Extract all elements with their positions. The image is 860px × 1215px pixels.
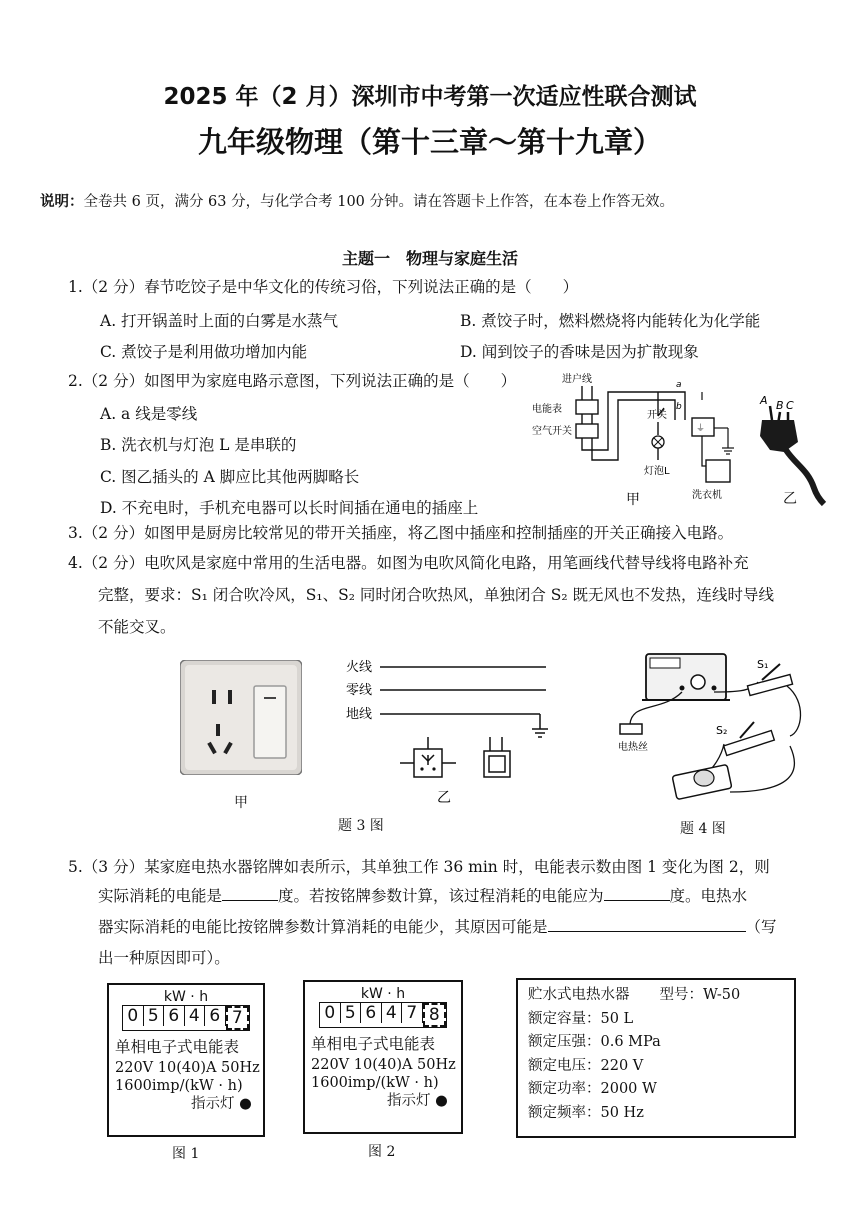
s2-label: S₂ [716,724,728,737]
fig-jia-label: 甲 [626,492,640,508]
fig-yi-label: 乙 [783,491,797,507]
meter1-digit-4: 4 [185,1006,206,1026]
exam-subtitle: 九年级物理（第十三章～第十九章） [197,125,662,159]
meter1-digit-5: 6 [205,1006,226,1026]
neutral-wire-label: 零线 [346,683,373,698]
q3-caption: 题 3 图 [338,818,384,834]
q5-line-2a: 实际消耗的电能是 [98,887,223,905]
heater-label: 电热丝 [618,742,648,753]
q5-line-2 [98,881,747,912]
q4-line-2: 完整，要求：S₁ 闭合吹冷风，S₁、S₂ 同时闭合吹热风，单独闭合 S₂ 既无风也不发热，连线时导线 [98,586,775,604]
incoming-line-label: 进户线 [562,374,592,385]
nameplate-row-pressure: 额定压强：0.6 MPa [528,1034,661,1050]
svg-text:⏚: ⏚ [696,424,706,434]
energy-meter-fig2 [303,980,463,1134]
switch-label: 开关 [647,410,667,421]
wiring-exercise-diagram [340,655,560,805]
exam-note [40,190,674,211]
meter2-digit-5: 7 [402,1003,423,1023]
ground-wire-label: 地线 [346,707,373,722]
kitchen-socket-photo [180,660,302,775]
meter1-indicator [191,1095,263,1113]
air-breaker-label: 空气开关 [532,426,572,437]
plug-body [760,420,798,452]
blank-reason[interactable] [548,915,746,932]
q3-fig-yi-label: 乙 [437,790,451,805]
meter2-light-label: 指示灯 [387,1093,431,1109]
q2-option-a: A. a 线是零线 [100,405,198,423]
q1-option-c: C. 煮饺子是利用做功增加内能 [100,343,308,361]
meter1-spec2: 1600imp/(kW · h) [115,1078,243,1094]
q1-option-b: B. 煮饺子时，燃料燃烧将内能转化为化学能 [460,312,761,330]
q5-line-3 [98,912,777,943]
meter2-digit-4: 4 [382,1003,403,1023]
meter1-digits [122,1005,250,1031]
q2-option-c: C. 图乙插头的 A 脚应比其他两脚略长 [100,468,360,486]
theme-heading: 主题一 物理与家庭生活 [341,249,518,268]
household-circuit-diagram [530,370,745,508]
q5-line-4: 出一种原因即可）。 [98,949,230,967]
meter2-caption: 图 2 [368,1144,396,1160]
q5-line-2b: 度。若按铭牌参数计算，该过程消耗的电能应为 [278,887,604,905]
hair-dryer-circuit-diagram [612,652,817,802]
q1-stem: 1.（2 分）春节吃饺子是中华文化的传统习俗，下列说法正确的是（ ） [68,278,579,296]
heating-wire-element [620,724,642,734]
nameplate-row-power: 额定功率：2000 W [528,1081,657,1097]
energy-meter-fig1 [107,983,265,1137]
meter2-spec1: 220V 10(40)A 50Hz [311,1057,456,1073]
wire-b-label: b [676,402,682,412]
nameplate-header [528,984,784,1008]
live-wire-label: 火线 [346,660,373,675]
q4-caption: 题 4 图 [680,821,726,837]
q4-line-1: 4.（2 分）电吹风是家庭中常用的生活电器。如图为电吹风简化电路，用笔画线代替导线将电路补充 [68,554,749,572]
q1-option-a: A. 打开锅盖时上面的白雾是水蒸气 [100,312,339,330]
indicator-light-icon: ● [435,1093,448,1109]
note-label: 说明： [40,193,84,210]
indicator-light-icon: ● [239,1096,252,1112]
washer-label: 洗衣机 [692,490,722,501]
q2-stem: 2.（2 分）如图甲为家庭电路示意图，下列说法正确的是（ ） [68,372,517,390]
q5-line-3b: （写 [745,918,777,936]
nameplate-title: 贮水式电热水器 [528,987,630,1003]
bulb-label: 灯泡L [644,466,670,477]
plug-pin-a-label: A [760,394,768,407]
meter2-name: 单相电子式电能表 [311,1035,436,1053]
switch-s2 [724,731,775,756]
nameplate-model: 型号：W-50 [659,987,741,1003]
meter2-digit-3: 6 [361,1003,382,1023]
plug-pin-c-label: C [786,399,794,412]
note-text: 全卷共 6 页，满分 63 分，与化学合考 100 分钟。请在答题卡上作答，在本卷上作答无效。 [83,194,675,210]
washing-machine-box [706,460,730,482]
nameplate-row-frequency: 额定频率：50 Hz [528,1104,644,1121]
meter1-caption: 图 1 [172,1146,200,1162]
water-heater-nameplate [516,978,796,1138]
wire-a-label: a [676,380,682,390]
q5-line-3a: 器实际消耗的电能比按铭牌参数计算消耗的电能少，其原因可能是 [98,918,548,936]
s1-label: S₁ [757,658,769,671]
meter2-unit: kW · h [360,986,406,1002]
nameplate-row-capacity: 额定容量：50 L [528,1010,634,1027]
meter2-digits [319,1002,447,1028]
meter2-digit-2: 5 [341,1003,362,1023]
meter1-spec1: 220V 10(40)A 50Hz [115,1060,260,1076]
meter1-digit-1: 0 [123,1006,144,1026]
q5-line-2c: 度。电热水 [669,887,748,905]
q2-option-b: B. 洗衣机与灯泡 L 是串联的 [100,436,297,454]
exam-title: 2025 年（2 月）深圳市中考第一次适应性联合测试 [163,84,697,110]
q3-stem: 3.（2 分）如图甲是厨房比较常见的带开关插座，将乙图中插座和控制插座的开关正确接入电路。 [68,524,734,542]
q2-option-d: D. 不充电时，手机充电器可以长时间插在通电的插座上 [100,499,479,517]
air-breaker-box [576,424,598,438]
q1-option-d: D. 闻到饺子的香味是因为扩散现象 [460,343,699,361]
energy-meter-label: 电能表 [532,404,562,415]
meter1-digit-6: 7 [226,1006,250,1030]
blank-actual-energy[interactable] [222,884,278,901]
meter1-digit-3: 6 [164,1006,185,1026]
meter1-digit-2: 5 [144,1006,165,1026]
meter1-light-label: 指示灯 [191,1096,235,1112]
nameplate-row-voltage: 额定电压：220 V [528,1057,644,1074]
plug-pin-b-label: B [776,399,784,412]
meter2-digit-6: 8 [423,1003,447,1027]
energy-meter-box [576,400,598,414]
meter1-unit: kW · h [163,989,209,1005]
meter2-digit-1: 0 [320,1003,341,1023]
rocker-switch [254,686,286,758]
meter1-name: 单相电子式电能表 [115,1038,240,1056]
meter2-indicator [387,1092,461,1110]
q4-line-3: 不能交叉。 [98,618,176,636]
switch-s1 [747,674,792,695]
blank-rated-energy[interactable] [604,884,670,901]
meter2-spec2: 1600imp/(kW · h) [311,1075,439,1091]
q3-fig-jia-label: 甲 [234,795,248,811]
q5-line-1: 5.（3 分）某家庭电热水器铭牌如表所示，其单独工作 36 min 时，电能表示数由图 1 变化为图 2，则 [68,858,770,876]
